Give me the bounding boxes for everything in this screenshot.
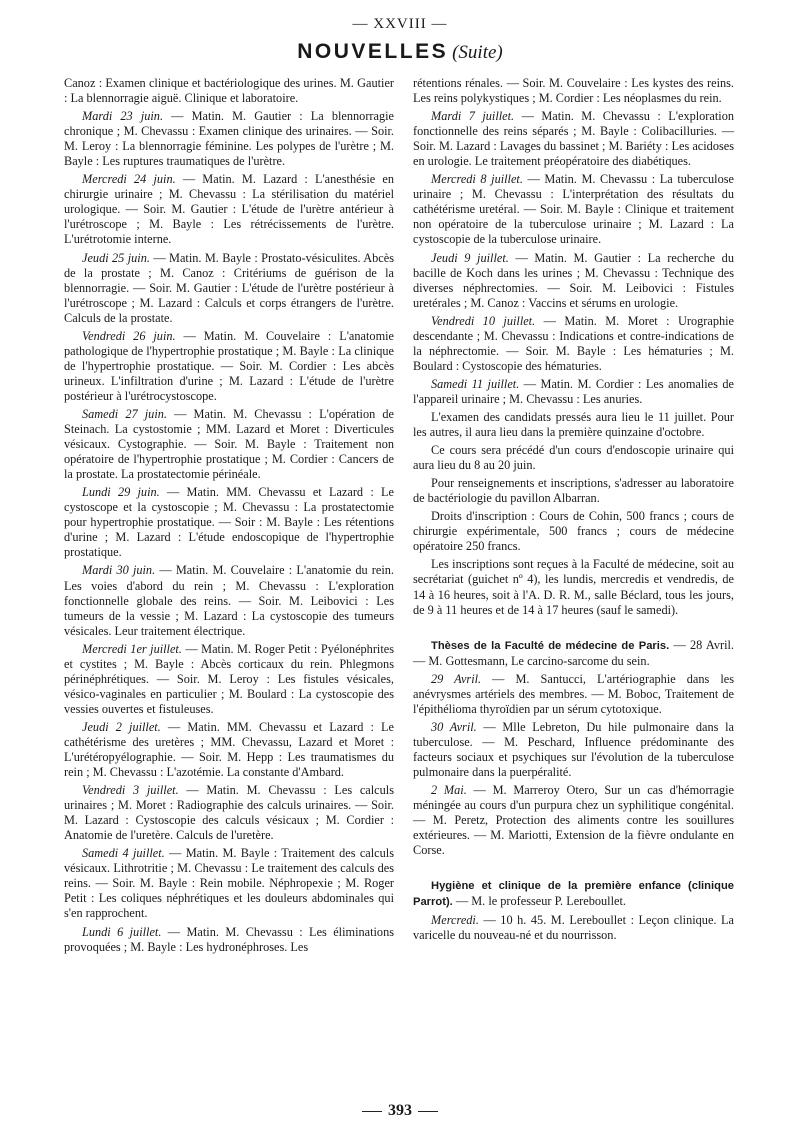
left-paragraph (64, 642, 394, 717)
entry-text: — 10 h. 45. M. Lereboullet : Leçon clinique. La varicelle du nouveau-né et du nourrisson. (413, 913, 734, 943)
right-paragraph (413, 913, 734, 943)
entry-date: Mercredi 8 juillet. (431, 172, 523, 187)
left-paragraph (64, 783, 394, 843)
entry-date: Jeudi 9 juillet. (431, 250, 509, 265)
right-paragraph (413, 377, 734, 407)
section-heading: Hygiène et clinique de la première enfance (clinique Parrot). (413, 880, 734, 909)
left-paragraph (64, 76, 394, 106)
right-paragraph (413, 476, 734, 506)
page-title (0, 40, 800, 64)
title-main: NOUVELLES (297, 40, 449, 63)
entry-text: — Matin. M. Bayle : Traitement des calculs vésicaux. Lithrotritie ; M. Chevassu : Le traitement des calculs des reins. — Soir. M. Bayle : Rein mobile. Néphropexie ; M. Roger Petit : Les coliques néphrétiques et les douleurs abdominales qui s'en rapprochent. (64, 846, 394, 921)
page-number (0, 1102, 800, 1120)
entry-text: — Matin. M. Moret : Urographie descendante ; M. Chevassu : Indications et contre-indications de la néphrectomie. — Soir. M. Bayle : Les hématuries ; M. Boulard : Cystoscopie des hématuries. (413, 313, 734, 373)
right-paragraph (413, 672, 734, 717)
entry-text: — Matin. MM. Chevassu et Lazard : Le cystoscope et la cystoscopie ; M. Chevassu : La prostatectomie pour hypertrophie prostatique. — Soir : M. Bayle : Les rétentions d'urine ; M. Lazard : L'étude endoscopique de l'hypertrophie prostatique. (64, 485, 394, 560)
entry-text: — Matin. M. Roger Petit : Pyélonéphrites et cystites ; M. Bayle : Abcès corticaux du rein. Phlegmons périnéphrétiques. — Soir. M. Leroy : Les fistules vésicales, vésico-vaginales en particulier ; M. Boulard : La cystoscopie des vessies ouvertes et fistuleuses. (64, 641, 394, 716)
left-paragraph (64, 485, 394, 560)
left-column (64, 76, 394, 955)
left-paragraph (64, 251, 394, 326)
right-paragraph (413, 172, 734, 247)
entry-text: — Matin. M. Chevassu : L'opération de Steinach. La cystostomie ; MM. Lazard et Moret : Diverticules vésicaux. Cystographie. — Soir. M. Bayle : Traitement non opératoire de l'hypertrophie prostatique ; M. Cordier : Cancers de la prostate. La prostatectomie périnéale. (64, 406, 395, 482)
page-number-rule-left (362, 1111, 382, 1112)
entry-text: — Matin. M. Lazard : L'anesthésie en chirurgie urinaire ; M. Chevassu : La stérilisation du matériel urologique. — Soir. M. Gautier : L'étude de l'urètre antérieur à l'urétroscope ; M. Bayle : Les rétrécissements de l'urètre. L'urétrotomie interne. (64, 172, 394, 247)
right-paragraph (413, 509, 734, 554)
entry-date: Jeudi 2 juillet. (82, 719, 161, 734)
entry-date: Vendredi 3 juillet. (82, 783, 179, 798)
left-paragraph (64, 720, 394, 780)
entry-date: Mardi 7 juillet. (431, 109, 515, 124)
entry-text: Droits d'inscription : Cours de Cohin, 500 francs ; cours de chirurgie expérimentale, 500 francs ; cours de médecine opératoire 250 francs. (413, 509, 734, 554)
right-paragraph (413, 314, 734, 374)
left-paragraph (64, 172, 394, 247)
entry-text: Canoz : Examen clinique et bactériologique des urines. M. Gautier : La blennorragie aiguë. Clinique et laboratoire. (64, 76, 394, 106)
page-number-rule-right (418, 1111, 438, 1112)
entry-text: — 28 Avril. — M. Gottesmann, Le carcino-sarcome du sein. (413, 637, 734, 668)
entry-text: — Matin. M. Chevassu : Les calculs urinaires ; M. Moret : Radiographie des calculs urinaires. — Soir. M. Lazard : Cystoscopie des calculs vésicaux ; M. Cordier : Anatomie de l'uretère. Calculs de l'uretère. (64, 783, 394, 843)
entry-text: — M. le professeur P. Lereboullet. (452, 894, 626, 909)
entry-date: Mercredi 24 juin. (82, 172, 176, 187)
page-number-value: 393 (388, 1102, 412, 1119)
right-paragraph (413, 638, 734, 669)
entry-text: — Matin. M. Gautier : La recherche du bacille de Koch dans les urines ; M. Chevassu : Technique des diverses néphrectomies. — Soir. M. Leibovici : Fistules uretérales ; M. Canoz : Vaccins et sérums en urologie. (413, 250, 734, 310)
entry-date: Mercredi 1er juillet. (82, 641, 182, 656)
right-paragraph (413, 783, 734, 858)
entry-text: — Matin. M. Couvelaire : L'anatomie pathologique de l'hypertrophie prostatique ; M. Bayle : La clinique de l'hypertrophie prostatique. — Soir. M. Cordier : Les abcès urineux. L'infiltration d'urine ; M. Lazard : L'étude de l'urètre postérieur à l'urétrocystoscope. (64, 328, 395, 403)
right-paragraph (413, 76, 734, 106)
entry-text: — Matin. M. Gautier : La blennorragie chronique ; M. Chevassu : Examen clinique des urinaires. — Soir. M. Leroy : La blennorragie féminine. Les polypes de l'urètre ; M. Bayle : Les ruptures traumatiques de l'urètre. (64, 109, 395, 169)
entry-text: — Matin. M. Couvelaire : L'anatomie du rein. Les voies d'abord du rein ; M. Chevassu : L'exploration fonctionnelle globale des reins. — Soir. M. Leibovici : Les tumeurs de la vessie ; M. Lazard : La cystoscopie des tumeurs vésicales. Leur traitement électrique. (64, 563, 395, 638)
entry-text: — Matin. MM. Chevassu et Lazard : Le cathétérisme des uretères ; MM. Chevassu, Lazard et Moret : L'urétéropyélographie. — Soir. M. Hepp : Les traumatismes du rein ; M. Chevassu : L'azotémie. La constante d'Ambard. (64, 719, 394, 780)
entry-date: Mardi 30 juin. (82, 563, 156, 578)
section-heading: Thèses de la Faculté de médecine de Paris. (431, 639, 670, 652)
entry-text: Pour renseignements et inscriptions, s'adresser au laboratoire de bactériologie du pavillon Albarran. (413, 476, 734, 506)
entry-text: — Mlle Lebreton, Du hile pulmonaire dans la tuberculose. — M. Peschard, Influence prédominante des facteurs sociaux et psychiques sur l'évolution de la tuberculose pulmonaire dans la puerpéralité. (413, 719, 734, 779)
page-folio: — XXVIII — (352, 16, 448, 32)
entry-text: Les inscriptions sont reçues à la Faculté de médecine, soit au secrétariat (guichet nº 4), les lundis, mercredis et vendredis, de 14 à 16 heures, soit à l'A. D. R. M., salle Béclard, tous les jours, de 9 à 11 heures et de 14 à 17 heures (sauf le samedi). (413, 557, 734, 617)
right-paragraph (413, 251, 734, 311)
entry-date: Mardi 23 juin. (82, 109, 164, 124)
entry-date: Samedi 11 juillet. (431, 376, 520, 391)
right-paragraph (413, 410, 734, 440)
entry-date: Vendredi 26 juin. (82, 328, 176, 343)
entry-text: — Matin. M. Chevassu : L'exploration fonctionnelle des reins séparés ; M. Bayle : Colibacilluries. — Soir. M. Lazard : Lavages du bassinet ; M. Bariéty : Les acidoses en urologie. Le traitement préopératoire des diabétiques. (413, 109, 734, 169)
entry-text: — Matin. M. Chevassu : La tuberculose urinaire ; M. Chevassu : L'interprétation des résultats du cathétérisme uretéral. — Soir. M. Bayle : Clinique et traitement non opératoire de la tuberculose urinaire ; M. Lazard : La cystoscopie de la tuberculose urinaire. (413, 172, 734, 247)
title-suffix: (Suite) (452, 42, 503, 63)
left-paragraph (64, 407, 394, 482)
entry-date: Jeudi 25 juin. (82, 250, 150, 265)
left-paragraph (64, 846, 394, 921)
left-paragraph (64, 563, 394, 638)
left-paragraph (64, 109, 394, 169)
entry-text: L'examen des candidats pressés aura lieu le 11 juillet. Pour les autres, il aura lieu dans la première quinzaine d'octobre. (413, 409, 734, 440)
entry-text: rétentions rénales. — Soir. M. Couvelaire : Les kystes des reins. Les reins polykystiques ; M. Cordier : Les néoplasmes du rein. (413, 76, 734, 106)
right-column (413, 76, 734, 943)
entry-text: — Matin. M. Bayle : Prostato-vésiculites. Abcès de la prostate ; M. Canoz : Critériums de guérison de la blennorragie. — Soir. M. Gautier : L'étude de l'urètre postérieur à l'urétroscope ; M. Lazard : Calculs et corps étrangers de l'urètre. Calculs de la prostate. (64, 250, 395, 325)
entry-date: Lundi 6 juillet. (82, 924, 162, 939)
right-paragraph (413, 109, 734, 169)
left-paragraph (64, 925, 394, 955)
right-paragraph (413, 443, 734, 473)
left-paragraph (64, 329, 394, 404)
entry-text: — M. Santucci, L'artériographie dans les anévrysmes artériels des membres. — M. Boboc, Traitement de l'épithélioma thyroïdien par un sérum cytotoxique. (413, 671, 734, 716)
entry-date: 30 Avril. (431, 719, 477, 734)
entry-text: — Matin. M. Cordier : Les anomalies de l'appareil urinaire ; M. Chevassu : Les anuries. (413, 376, 735, 406)
right-paragraph (413, 557, 734, 617)
entry-date: 2 Mai. (431, 783, 467, 798)
right-paragraph (413, 878, 734, 910)
entry-date: Mercredi. (431, 913, 479, 928)
entry-text: — Matin. M. Chevassu : Les éliminations provoquées ; M. Bayle : Les hydronéphroses. Les (64, 924, 395, 954)
entry-date: Vendredi 10 juillet. (431, 313, 536, 328)
right-paragraph (413, 720, 734, 780)
entry-text: — M. Marreroy Otero, Sur un cas d'hémorragie méningée au cours d'un purpura chez un syphilitique congénital. — M. Peretz, Protection des aliments contre les souillures extérieures. — M. Mariotti, Extension de la fièvre ondulante en Corse. (413, 783, 734, 858)
entry-date: Samedi 27 juin. (82, 406, 167, 421)
entry-date: Samedi 4 juillet. (82, 846, 165, 861)
entry-text: Ce cours sera précédé d'un cours d'endoscopie urinaire qui aura lieu du 8 au 20 juin. (413, 443, 734, 473)
entry-date: Lundi 29 juin. (82, 485, 160, 500)
entry-date: 29 Avril. (431, 671, 482, 686)
